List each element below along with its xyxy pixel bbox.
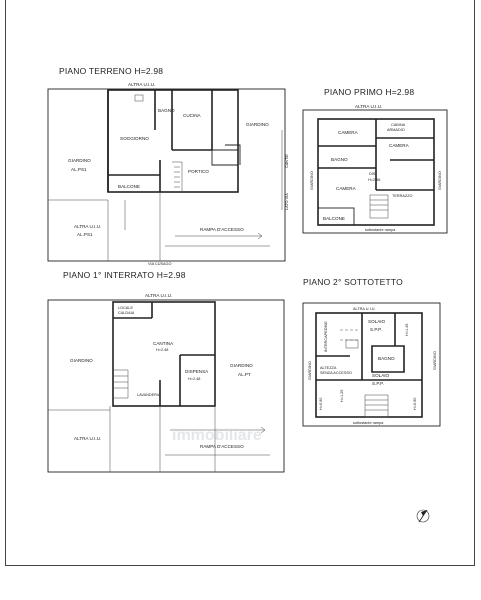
ground-label-cucina: CUCINA: [183, 113, 201, 118]
attic-label-sp-bottom: S.P.P.: [372, 381, 384, 386]
basement-label-giardino-right: GIARDINO: [230, 363, 253, 368]
basement-label-dispensa-h: H=2.48: [188, 377, 201, 381]
basement-label-alpt: AL.PT: [238, 372, 251, 377]
first-label-dis: DIS.: [369, 172, 377, 176]
attic-label-solaio-top: SOLAIO: [368, 319, 386, 324]
first-stair: [370, 195, 388, 218]
first-label-terrazzo: TERRAZZO: [392, 194, 413, 198]
ground-ramp-arrow: [175, 233, 262, 239]
attic-label-h-c: H=0.90: [319, 397, 323, 410]
attic-dashed-lines: [340, 330, 358, 340]
ground-label-alps1-a: AL.PS1: [71, 167, 87, 172]
ground-label-via: VIA CUSAGO: [148, 262, 172, 266]
attic-label-giardino-right: GIARDINO: [433, 351, 437, 370]
basement-label-locale: LOCALE: [118, 306, 133, 310]
first-label-camera-3: CAMERA: [336, 186, 356, 191]
ground-label-altra-top: ALTRA U.I.U.: [128, 82, 156, 87]
first-label-camera-1: CAMERA: [338, 130, 358, 135]
attic-label-h-d: H=0.90: [413, 397, 417, 410]
ground-label-soggiorno: SOGGIORNO: [120, 136, 149, 141]
first-label-h: H=2.96: [368, 178, 381, 182]
first-label-giardino-right: GIARDINO: [438, 171, 442, 190]
basement-stair: [113, 370, 128, 398]
basement-label-rampa: RAMPA D'ACCESSO: [200, 444, 244, 449]
first-label-altra: ALTRA U.I.U.: [355, 104, 383, 109]
attic-plan: [303, 277, 440, 426]
ground-label-giardino-left: GIARDINO: [68, 158, 91, 163]
basement-label-caldaia: CALDAIA: [118, 311, 135, 315]
basement-label-giardino-left: GIARDINO: [70, 358, 93, 363]
attic-label-giardino-left: GIARDINO: [308, 361, 312, 380]
ground-label-bagno: BAGNO: [158, 108, 175, 113]
first-label-armadio: ARMADIO: [387, 128, 405, 132]
ground-label-rampa: RAMPA D'ACCESSO: [200, 227, 244, 232]
attic-fixture: [346, 340, 358, 348]
first-floor-plan: [303, 87, 447, 233]
ground-label-balcone: BALCONE: [118, 184, 140, 189]
ground-label-portico: PORTICO: [188, 169, 209, 174]
ground-label-altra-low: ALTRA U.I.U.: [74, 224, 102, 229]
basement-label-altra-top: ALTRA U.I.U.: [145, 293, 173, 298]
attic-label-sottostante: sottostante rampa: [353, 421, 384, 425]
ground-fireplace: [135, 95, 143, 101]
first-label-bagno: BAGNO: [331, 157, 348, 162]
ground-label-giardino-right: GIARDINO: [246, 122, 269, 127]
attic-label-altra: ALTRA U.I.U.: [353, 307, 376, 311]
ground-label-alps1-b: AL.PS1: [77, 232, 93, 237]
first-label-sottostante: sottostante rampa: [365, 228, 396, 232]
basement-title: PIANO 1° INTERRATO H=2.98: [63, 270, 186, 280]
ground-floor-title: PIANO TERRENO H=2.98: [59, 66, 164, 76]
ground-stair: [212, 145, 240, 165]
ground-floor-plan: [48, 66, 289, 266]
attic-stair: [365, 395, 388, 417]
attic-label-senza-accesso: SENZA ACCESSO: [320, 371, 352, 375]
basement-label-lavanderia: LAVANDERIA: [137, 393, 161, 397]
basement-interior-walls: [113, 302, 215, 406]
basement-label-cantina: CANTINA: [153, 341, 174, 346]
first-label-cabina: CABINA: [391, 123, 406, 127]
ground-house-outline: [108, 90, 238, 192]
first-label-balcone: BALCONE: [323, 216, 345, 221]
basement-lot-outline: [48, 300, 284, 472]
ground-stair-steps: [172, 162, 182, 192]
attic-label-h-b: H=1.25: [340, 389, 344, 402]
watermark-logo: immobiliare: [172, 427, 262, 444]
ground-interior-walls: [108, 90, 212, 192]
ground-lot-division: [48, 192, 160, 261]
basement-label-altra-low: ALTRA U.I.U.: [74, 436, 102, 441]
attic-title: PIANO 2° SOTTOTETTO: [303, 277, 403, 287]
attic-label-intercapedine: INTERCAPEDINE: [324, 321, 328, 352]
ground-label-lato-via: LATO VIA: [285, 193, 289, 210]
attic-label-bagno: BAGNO: [378, 356, 395, 361]
attic-label-sp-top: S.P.P.: [370, 327, 382, 332]
first-floor-title: PIANO PRIMO H=2.98: [324, 87, 415, 97]
north-arrow-icon: [417, 510, 429, 522]
basement-label-cantina-h: H=2.48: [156, 348, 169, 352]
ground-label-cantie: CANTIE: [285, 154, 289, 168]
attic-label-altezza: ALTEZZA: [320, 366, 337, 370]
first-label-camera-2: CAMERA: [389, 143, 409, 148]
attic-label-h-a: H=1.45: [405, 323, 409, 336]
basement-label-dispensa: DISPENSA: [185, 369, 209, 374]
attic-label-solaio-bottom: SOLAIO: [372, 373, 390, 378]
first-label-giardino-left: GIARDINO: [310, 171, 314, 190]
